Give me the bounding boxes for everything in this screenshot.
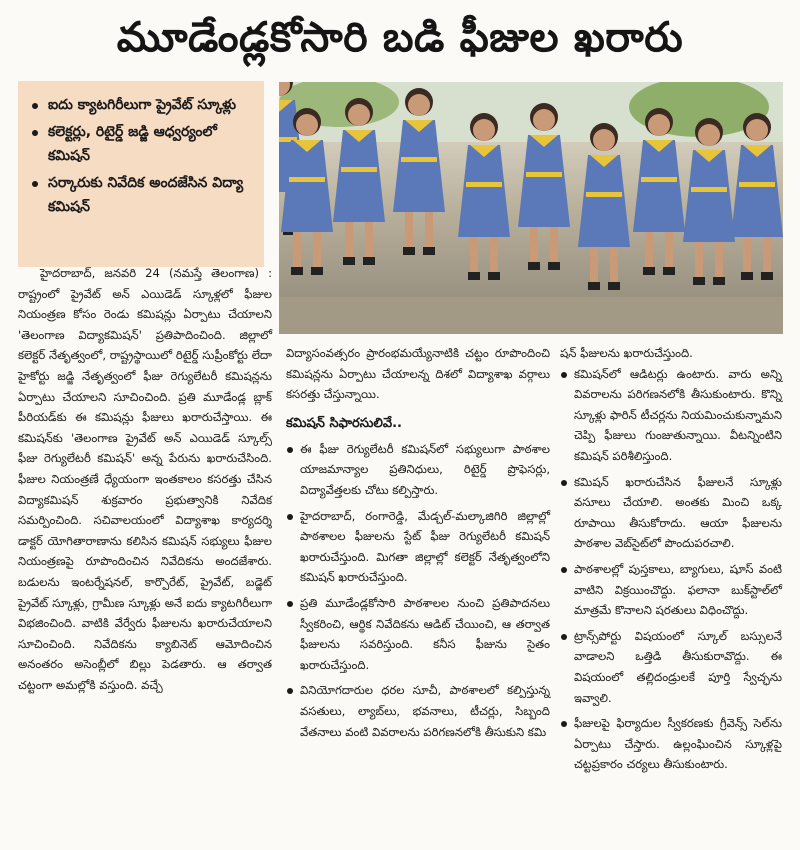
recommendation-item: ఈ ఫీజు రెగ్యులేటరీ కమిషన్‌లో సభ్యులుగా పాఠశాల యాజమాన్యాల ప్రతినిధులు, రిటైర్డ్ ప్రొఫెసర్లు, విద్యావేత్తలకు చోటు కల్పిస్తారు. [286,439,550,501]
recommendation-item: హైదరాబాద్, రంగారెడ్డి, మేడ్చల్-మల్కాజిగిరి జిల్లాల్లో పాఠశాలల ఫీజులను స్టేట్ ఫీజు రెగ్యులేటరీ కమిషన్ ఖరారుచేస్తుంది. మిగతా జిల్లాల్లో కలెక్టర్ నేతృత్వంలోని కమిషన్ ఖరారుచేస్తుంది. [286,506,550,588]
recommendations-subheading: కమిషన్ సిఫారసులివే.. [286,415,402,431]
recommendation-item: కమిషన్ ఖరారుచేసిన ఫీజులనే స్కూళ్లు వసూలు చేయాలి. అంతకు మించి ఒక్క రూపాయి తీసుకోరాదు. ఆయా ఫీజులను పాఠశాల వెబ్‌సైట్‌లో పొందుపరచాలి. [560,472,782,554]
recommendation-item: ప్రతి మూడేండ్లకోసారి పాఠశాలల నుంచి ప్రతిపాదనలు స్వీకరించి, ఆర్థిక నివేదికను ఆడిట్ చేయించి, ఆ తర్వాత ఫీజులను సవరిస్తుంది. కనీస ఫీజును సైతం ఖరారుచేస్తుంది. [286,593,550,675]
recommendation-item: వినియోగదారుల ధరల సూచీ, పాఠశాలలో కల్పిస్తున్న వసతులు, ల్యాబ్‌లు, భవనాలు, టీచర్లు, సిబ్బంది వేతనాలు వంటి వివరాలను పరిగణనలోకి తీసుకుని కమి [286,680,550,742]
article-column-1 [18,263,272,695]
summary-box [18,81,264,267]
article-column-2 [286,343,550,747]
recommendation-item: పాఠశాలల్లో పుస్తకాలు, బ్యాగులు, షూస్ వంటి వాటిని విక్రయించొద్దు. ఫలానా బుక్‌స్టాల్‌లో మాత్రమే కొనాలని షరతులు విధించొద్దు. [560,559,782,621]
article-column-3 [560,343,782,780]
article-body-text: షన్ ఫీజులను ఖరారుచేస్తుంది. [560,346,693,360]
summary-item: ఐదు క్యాటగిరీలుగా ప్రైవేట్ స్కూళ్లు [28,93,256,117]
summary-item: కలెక్టర్లు, రిటైర్డ్ జడ్జి ఆధ్వర్యంలో కమిషన్ [28,120,256,168]
recommendation-item: ట్రాన్స్‌పోర్టు విషయంలో స్కూల్ బస్సులనే వాడాలని ఒత్తిడి తీసుకురావొద్దు. ఈ విషయంలో తల్లిదండ్రులకే పూర్తి స్వేచ్ఛను ఇవ్వాలి. [560,626,782,708]
headline: మూడేండ్లకోసారి బడి ఫీజుల ఖరారు [116,13,684,61]
article-body-text: విద్యాసంవత్సరం ప్రారంభమయ్యేనాటికి చట్టం రూపొందించి కమిషన్లను ఏర్పాటు చేయాలన్న దిశలో విద్యాశాఖ వర్గాలు కసరత్తు చేస్తున్నాయి. [286,346,550,402]
school-children-photo [279,82,783,334]
recommendation-item: కమిషన్‌లో ఆడిటర్లు ఉంటారు. వారు అన్ని వివరాలను పరిగణనలోకి తీసుకుంటారు. కొన్ని స్కూళ్లు ఫారిన్ టీచర్లను నియమించుకున్నామని చెప్పి ఫీజులు గుంజుతున్నాయి. వీటన్నింటిని కమిషన్ పరిశీలిస్తుంది. [560,364,782,467]
article-body-text: హైదరాబాద్, జనవరి 24 (నమస్తే తెలంగాణ) : రాష్ట్రంలో ప్రైవేట్ అన్ ఎయిడెడ్ స్కూళ్లలో ఫీజుల నియంత్రణ కోసం రెండు కమిషన్లు ఏర్పాటు చేయాలని 'తెలంగాణ విద్యాకమిషన్' ప్రతిపాదించింది. జిల్లాలో కలెక్టర్ నేతృత్వంలో, రాష్ట్రస్థాయిలో రిటైర్డ్ సుప్రీంకోర్టు లేదా హైకోర్టు జడ్జి నేతృత్వంలో ఫీజు రెగ్యులేటరీ కమిషన్లను ఏర్పాటు చేయాలని సూచించింది. ప్రతి మూడేండ్ల బ్లాక్ పీరియడ్‌కు ఈ కమిషన్లు ఫీజులు ఖరారుచేస్తాయి. ఈ కమిషన్‌కు 'తెలంగాణ ప్రైవేట్ అన్ ఎయిడెడ్ స్కూల్స్ ఫీజు రెగ్యులేటరీ కమిషన్' అన్న పేరును ఖరారుచేసింది. ఫీజుల నియంత్రణే ధ్యేయంగా ఇంతకాలం కసరత్తు చేసిన విద్యాకమిషన్ శుక్రవారం ప్రభుత్వానికి నివేదిక సమర్పించింది. సచివాలయంలో విద్యాశాఖ కార్యదర్శి డాక్టర్ యోగితారాణాను కలిసిన కమిషన్ సభ్యులు ఫీజుల నియంత్రణపై రూపొందించిన నివేదికను అందజేశారు. బడులను ఇంటర్నేషనల్, కార్పొరేట్, ప్రైవేట్, బడ్జెట్ ప్రైవేట్ స్కూళ్లు, గ్రామీణ స్కూళ్లు అనే ఐదు క్యాటగిరీలుగా విభజించింది. వాటికి వేర్వేరు ఫీజులను ఖరారుచేయాలని సూచించింది. నివేదికను క్యాబినెట్ ఆమోదించిన అనంతరం అసెంబ్లీలో బిల్లు పెడతారు. ఆ తర్వాత చట్టంగా అమల్లోకి వస్తుంది. వచ్చే [18,266,272,692]
recommendation-item: ఫీజులపై ఫిర్యాదుల స్వీకరణకు గ్రీవెన్స్ సెల్‌ను ఏర్పాటు చేస్తారు. ఉల్లంఘించిన స్కూళ్లపై చట్టప్రకారం చర్యలు తీసుకుంటారు. [560,713,782,775]
summary-item: సర్కారుకు నివేదిక అందజేసిన విద్యా కమిషన్ [28,171,256,219]
